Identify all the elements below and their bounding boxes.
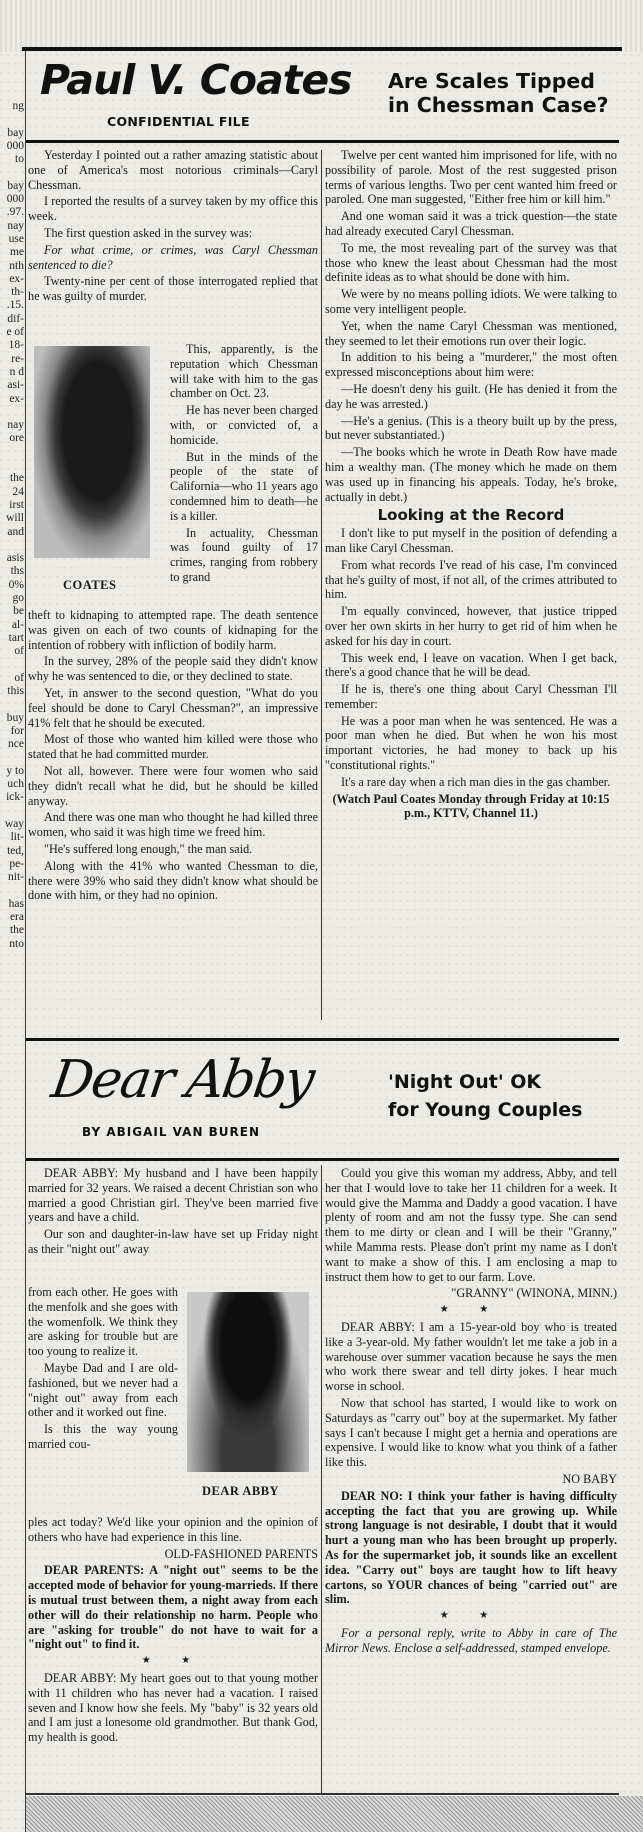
left-fragment-line: ex- <box>9 272 24 285</box>
letter: Now that school has started, I would like to work on Saturdays as "carry out" boy at the supermarket. My father says I can't because I might get a hernia and operations are expensive. I would like to know what you think of a father like this. <box>325 1395 617 1470</box>
footer-note: For a personal reply, write to Abby in care of The Mirror News. Enclose a self-addressed, stamped envelope. <box>325 1625 617 1655</box>
paragraph: He has never been charged with, or convicted of, a homicide. <box>170 403 318 447</box>
star-divider: ★ ★ <box>141 1655 205 1667</box>
left-fragment-line: asis <box>6 552 24 565</box>
article-headline <box>388 69 609 117</box>
headline-line-1: Are Scales Tipped <box>388 69 595 93</box>
left-fragment-column <box>0 100 24 951</box>
abby-reply: DEAR PARENTS: A "night out" seems to be the accepted mode of behavior for young-marrieds. If there is mutual trust between them, a night away from each other will do their relationship no harm. People who are "asking for trouble" do not have to wait for a "night out" to find it. <box>28 1563 318 1652</box>
paragraph: From what records I've read of his case, I'm convinced that he's guilty of most, if not all, of the crimes attributed to him. <box>325 557 617 602</box>
left-fragment-line: ick- <box>6 791 24 804</box>
paragraph: This, apparently, is the reputation which Chessman will take with him to the gas chamber on Oct. 23. <box>170 342 318 401</box>
left-fragment-line: bay <box>7 179 24 192</box>
paragraph: —He's a genius. (This is a theory built up by the press, but never substantiated.) <box>325 413 617 443</box>
left-fragment-line <box>0 113 24 126</box>
coates-portrait-photo <box>34 346 150 558</box>
paragraph: —The books which he wrote in Death Row have made him a wealthy man. (The money which he made on them was used up in financing his appeals. Today, he's broke, actually in debt.) <box>325 445 617 504</box>
left-fragment-line: nce <box>8 738 24 751</box>
left-fragment-line: 000 <box>6 139 24 152</box>
left-fragment-line: use <box>8 232 24 245</box>
left-fragment-line: irst <box>9 498 24 511</box>
coates-beside-photo <box>170 342 318 587</box>
left-fragment-line <box>0 752 24 765</box>
letter: Our son and daughter-in-law have set up Friday night as their "night out" away <box>28 1227 318 1256</box>
paragraph: "He's suffered long enough," the man said. <box>44 841 253 856</box>
left-fragment-line: 000 <box>6 193 24 206</box>
left-fragment-line: nit- <box>8 871 24 884</box>
left-fragment-line: nto <box>9 937 24 950</box>
paragraph: —He doesn't deny his guilt. (He has denied it from the day he was arrested.) <box>325 381 617 411</box>
paragraph: This week end, I leave on vacation. When I get back, there's a good chance that he will be dead. <box>325 650 617 680</box>
paragraph: To me, the most revealing part of the survey was that those who knew the least about Chessman had the most definite ideas as to what should be done with him. <box>325 240 617 285</box>
left-fragment-line: tart <box>8 631 24 644</box>
paragraph: Not all, however. There were four women who said they didn't recall what he did, but he should be killed anyway. <box>28 763 318 808</box>
photo-caption: COATES <box>63 578 117 592</box>
left-fragment-line: uch <box>7 778 24 791</box>
column-subtitle: CONFIDENTIAL FILE <box>107 114 250 129</box>
left-fragment-line: .15. <box>6 299 24 312</box>
left-fragment-line: nay <box>7 219 24 232</box>
paragraph: It's a rare day when a rich man dies in the gas chamber. <box>341 774 611 789</box>
coates-left-continued <box>28 608 318 905</box>
left-fragment-line: lit- <box>10 831 24 844</box>
left-fragment-line: the <box>9 924 24 937</box>
left-fragment-line: this <box>7 685 24 698</box>
left-fragment-line <box>0 885 24 898</box>
bottom-rule <box>26 1793 619 1795</box>
subheading: Looking at the Record <box>377 506 565 525</box>
left-fragment-line <box>0 166 24 179</box>
paragraph: In actuality, Chessman was found guilty of 17 crimes, ranging from robbery to grand <box>170 525 318 584</box>
paragraph: I don't like to put myself in the position of defending a man like Caryl Chessman. <box>325 526 617 555</box>
paragraph: If he is, there's one thing about Caryl Chessman I'll remember: <box>325 682 617 711</box>
left-fragment-line: nay <box>7 419 24 432</box>
letter: DEAR ABBY: My husband and I have been happily married for 32 years. We raised a decent Christian son who married a good Christian girl. They've been married five years and have a child. <box>28 1166 318 1225</box>
left-fragment-line: ths <box>10 565 24 578</box>
abby-headline <box>388 1068 582 1124</box>
tv-schedule-note: (Watch Paul Coates Monday through Friday at 10:15 p.m., KTTV, Channel 11.) <box>332 791 610 821</box>
left-fragment-line <box>0 406 24 419</box>
left-fragment-line: asi- <box>7 379 24 392</box>
left-fragment-line: y to <box>6 764 24 777</box>
left-fragment-line: al- <box>11 618 24 631</box>
paragraph: We were by no means polling idiots. We were talking to some very intelligent people. <box>325 287 617 316</box>
signature: "GRANNY" (WINONA, MINN.) <box>451 1286 617 1301</box>
abby-reply: DEAR NO: I think your father is having difficulty accepting the fact that you are growing up. While strong language is not desirable, I doubt that it would hurt a young man who has been brought up properly. As for the supermarket job, it sounds like an excellent idea. "Carry out" boys are taught how to lift heavy cartons, so YOUR chances of being "carried out" are slim. <box>325 1488 617 1607</box>
left-fragment-line: ex- <box>9 392 24 405</box>
left-fragment-line: ng <box>12 100 24 112</box>
left-fragment-line: and <box>7 525 24 538</box>
headline-line-1: 'Night Out' OK <box>388 1071 542 1093</box>
left-fragment-line: has <box>8 897 24 910</box>
paragraph: ples act today? We'd like your opinion and the opinion of others who have had experience in this line. <box>28 1515 318 1544</box>
coates-left-column <box>28 148 318 306</box>
paragraph: Along with the 41% who wanted Chessman to die, there were 39% who said they didn't know what should be done with him, or they had no opinion. <box>28 858 318 903</box>
paragraph: Yet, when the name Caryl Chessman was mentioned, they seemed to let their emotions run over their logic. <box>325 318 617 348</box>
column-divider <box>321 1165 322 1795</box>
paragraph: from each other. He goes with the menfolk and she goes with the womenfolk. We think they are asking for trouble but are too young to realize it. <box>28 1285 178 1359</box>
section-rule <box>26 1038 619 1041</box>
left-fragment-line: ted, <box>7 844 24 857</box>
paragraph: He was a poor man when he was sentenced. He was a poor man when he died. But when he won his most important victories, he had money to back up his "constitutional rights." <box>325 713 617 773</box>
column-rule-left <box>25 50 26 1832</box>
left-fragment-line: dif- <box>7 312 24 325</box>
paragraph: The first question asked in the survey was: <box>44 225 253 240</box>
paragraph: But in the minds of the people of the state of California—who 11 years ago condemned him to death—he is a killer. <box>170 449 318 523</box>
paragraph: theft to kidnaping to attempted rape. The death sentence was given on each of two counts of kidnaping for the intention of robbery with infliction of bodily harm. <box>28 608 318 652</box>
left-fragment-line <box>0 539 24 552</box>
signature: OLD-FASHIONED PARENTS <box>164 1546 318 1561</box>
next-article-photo-edge <box>26 1796 643 1832</box>
left-fragment-line: bay <box>7 126 24 139</box>
photo-caption: DEAR ABBY <box>202 1484 280 1498</box>
header-rule <box>26 140 619 143</box>
column-divider <box>321 150 322 1020</box>
dear-abby-logo: Dear Abby <box>47 1050 317 1110</box>
left-fragment-line: e of <box>6 326 24 339</box>
top-rule <box>22 47 622 51</box>
left-fragment-line: me <box>9 246 24 259</box>
left-fragment-line: n d <box>9 365 24 378</box>
left-fragment-line: will <box>6 512 24 525</box>
left-fragment-line: of <box>14 671 24 684</box>
left-fragment-line: re- <box>11 352 24 365</box>
left-fragment-line: the <box>9 472 24 485</box>
headline-line-2: for Young Couples <box>388 1099 583 1121</box>
left-fragment-line: pe- <box>9 857 24 870</box>
abby-left-continued <box>28 1515 318 1747</box>
paragraph: Most of those who wanted him killed were those who stated that he had committed murder. <box>28 732 318 762</box>
paragraph: And there was one man who thought he had killed three women, who said it was high time we freed him. <box>28 810 318 840</box>
paragraph: I'm equally convinced, however, that justice tripped over her own skirts in her hurry to get rid of him when he asked for his day in court. <box>325 604 617 648</box>
paragraph: In addition to his being a "murderer," the most often expressed misconceptions about him were: <box>325 350 617 380</box>
star-divider: ★ ★ <box>439 1610 503 1622</box>
left-fragment-line: nth <box>9 259 24 272</box>
paragraph: In the survey, 28% of the people said they didn't know why he was sentenced to die, or they declined to state. <box>28 654 318 684</box>
left-fragment-line <box>0 446 24 459</box>
paragraph: Maybe Dad and I are old-fashioned, but we never had a "night out" away from each other and it worked out fine. <box>28 1360 178 1420</box>
abby-left-column <box>28 1166 318 1259</box>
left-fragment-line: of <box>14 645 24 658</box>
abby-beside-photo <box>28 1285 178 1454</box>
paragraph: I reported the results of a survey taken by my office this week. <box>28 194 318 224</box>
left-fragment-line: go <box>12 591 24 604</box>
letter: Could you give this woman my address, Abby, and tell her that I would love to take her 11 children for a week. It would give the Mamma and Daddy a good vacation. I have plenty of room and am not the fussy type. She can send them to me dirty or clean and I will be their "Granny," while Mamma rests. Please don't print my name as I don't want to make a show of this. I am enclosing a map to instruct them how to get to our farm. Love. <box>325 1166 617 1284</box>
paragraph: Twenty-nine per cent of those interrogated replied that he was guilty of murder. <box>28 274 318 304</box>
paragraph: Twelve per cent wanted him imprisoned for life, with no possibility of parole. Most of the rest suggested prison terms of various lengths. Two per cent wanted him freed or paroled. One man suggested, "Either free him or kill him." <box>325 148 617 207</box>
letter: DEAR ABBY: My heart goes out to that young mother with 11 children who has never had a vacation. I raised seven and I know how she feels. My "baby" is 32 years old and I am just a lonesome old grandmother. But thank God, my health is good. <box>28 1670 318 1745</box>
left-fragment-line: buy <box>6 711 24 724</box>
signature: NO BABY <box>562 1471 617 1486</box>
left-fragment-line: 18- <box>8 339 24 352</box>
survey-question: For what crime, or crimes, was Caryl Chessman sentenced to die? <box>28 242 318 272</box>
headline-line-2: in Chessman Case? <box>388 93 609 117</box>
byline: BY ABIGAIL VAN BUREN <box>82 1125 261 1139</box>
left-fragment-line: era <box>9 911 24 924</box>
coates-right-column <box>325 148 617 823</box>
left-fragment-line <box>0 698 24 711</box>
paragraph: Yesterday I pointed out a rather amazing statistic about one of America's most notorious criminals—Caryl Chessman. <box>28 148 318 192</box>
paragraph: Is this the way young married cou- <box>28 1422 178 1451</box>
paragraph: Yet, in answer to the second question, "What do you feel should be done to Caryl Chessman?", an impressive 41% felt that he should be executed. <box>28 685 318 730</box>
abby-portrait-photo <box>187 1292 309 1472</box>
left-fragment-line <box>0 658 24 671</box>
left-fragment-line: for <box>10 724 24 737</box>
left-fragment-line: 24 <box>12 485 24 498</box>
left-fragment-line: to <box>15 153 24 166</box>
left-fragment-line: be <box>13 605 24 618</box>
left-fragment-line <box>0 805 24 818</box>
left-fragment-line: th- <box>11 286 24 299</box>
torn-top-strip <box>0 0 643 52</box>
abby-right-column <box>325 1166 617 1658</box>
abby-header-rule <box>26 1158 619 1161</box>
paragraph: And one woman said it was a trick question—the state had already executed Caryl Chessman. <box>325 209 617 238</box>
left-fragment-line: .97. <box>6 206 24 219</box>
left-fragment-line: way <box>4 818 24 831</box>
column-title: Paul V. Coates <box>40 56 352 104</box>
letter: DEAR ABBY: I am a 15-year-old boy who is treated like a 3-year-old. My father wouldn't let me take a job in a warehouse over summer vacation because he says the men who work there swear and tell dirty jokes. I hear much worse in school. <box>325 1319 617 1394</box>
star-divider: ★ ★ <box>439 1304 503 1316</box>
left-fragment-line: 0% <box>8 578 24 591</box>
left-fragment-line: ore <box>9 432 24 445</box>
left-fragment-line <box>0 459 24 472</box>
